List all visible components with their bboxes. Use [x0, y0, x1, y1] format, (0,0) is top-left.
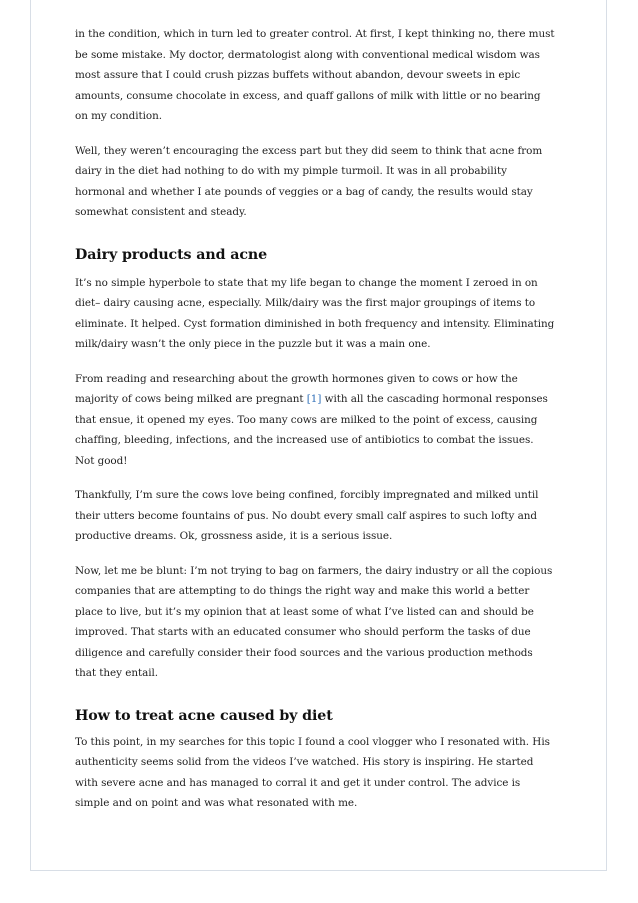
paragraph-intro-1: in the condition, which in turn led to greater control. At first, I kept thinking no, there must be some mistake. My doctor, dermatologist along with conventional medical wisdom was most assure that I could crush pizzas buffets without abandon, devour sweets in epic amounts, consume chocolate in excess, and quaff gallons of milk with little or no bearing on my condition.: [75, 28, 555, 122]
paragraph-intro-2: Well, they weren’t encouraging the excess part but they did seem to think that acne from dairy in the diet had nothing to do with my pimple turmoil. It was in all probability hormonal and whether I ate pounds of veggies or a bag of candy, the results would stay somewhat consistent and steady.: [75, 144, 543, 218]
paragraph-dairy-4: Now, let me be blunt: I’m not trying to bag on farmers, the dairy industry or all the copious companies that are attempting to do things the right way and make this world a better place to live, but it’s my opinion that at least some of what I’ve listed can and should be improved. That starts with an educated consumer who should perform the tasks of due diligence and carefully consider their food sources and the various production methods that they entail.: [75, 564, 553, 679]
paragraph-dairy-1: It’s no simple hyperbole to state that my life began to change the moment I zeroed in on diet– dairy causing acne, especially. Milk/dairy was the first major groupings of items to eliminate. It helped. Cyst formation diminished in both frequency and intensity. Eliminating milk/dairy wasn’t the only piece in the puzzle but it was a main one.: [75, 276, 555, 350]
reference-link-1[interactable]: [1]: [306, 393, 322, 405]
heading-treat-acne: How to treat acne caused by diet: [75, 707, 333, 724]
paragraph-dairy-2-text-b: with all the cascading hormonal responses that ensue, it opened my eyes. Too many cows are milked to the point of excess, causing chaffing, bleeding, infections, and the increased use of antibiotics to combat the issues. Not good!: [75, 393, 548, 467]
heading-dairy-products: Dairy products and acne: [75, 246, 267, 263]
article-body: [75, 24, 555, 828]
paragraph-treat-1: To this point, in my searches for this topic I found a cool vlogger who I resonated with. His authenticity seems solid from the videos I’ve watched. His story is inspiring. He started with severe acne and has managed to corral it and get it under control. The advice is simple and on point and was what resonated with me.: [75, 735, 550, 809]
paragraph-dairy-2: [75, 369, 555, 472]
paragraph-dairy-3: Thankfully, I’m sure the cows love being confined, forcibly impregnated and milked until their utters become fountains of pus. No doubt every small calf aspires to such lofty and productive dreams. Ok, grossness aside, it is a serious issue.: [75, 489, 539, 542]
paragraph-dairy-2-text-a: From reading and researching about the growth hormones given to cows or how the majority of cows being milked are pregnant: [75, 372, 518, 405]
